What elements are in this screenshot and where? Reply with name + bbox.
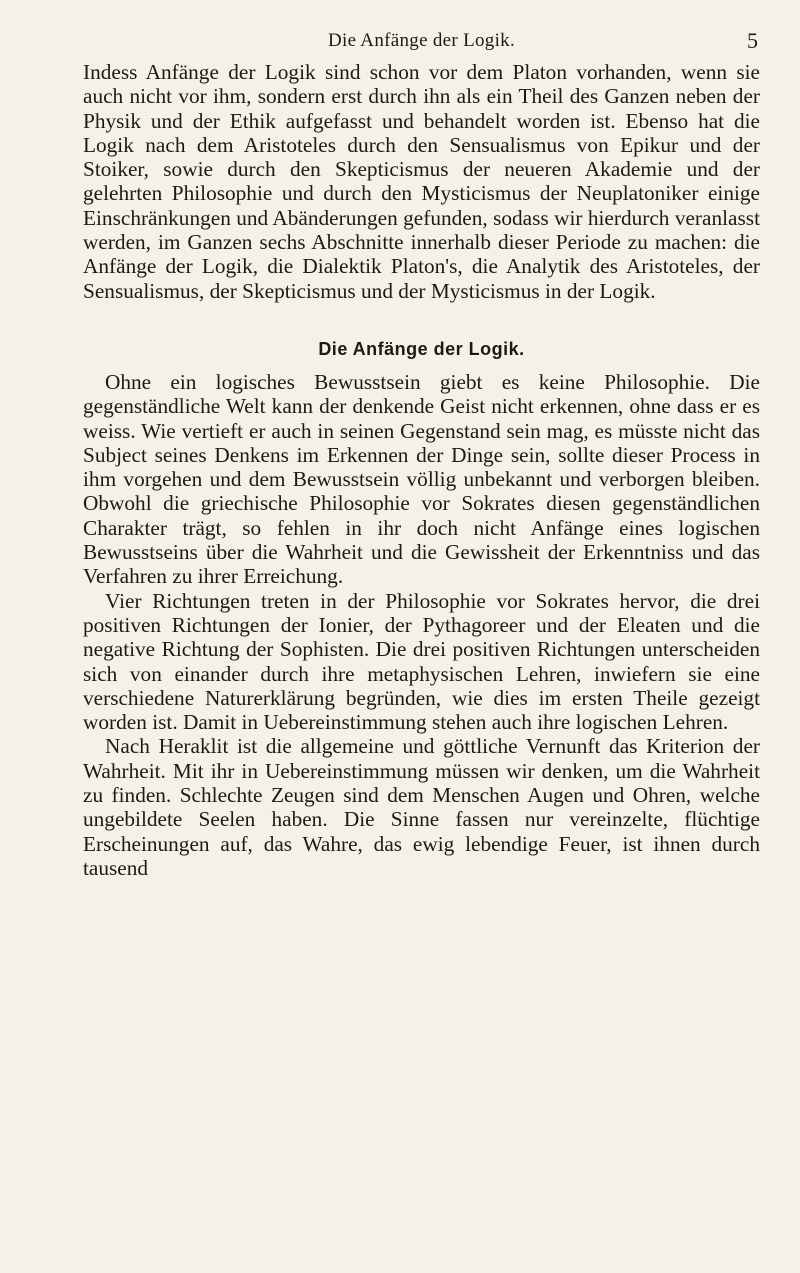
page-number: 5	[747, 28, 758, 53]
section-paragraph-1: Ohne ein logisches Bewusstsein giebt es keine Philosophie. Die gegenständliche Welt kann der denkende Geist nicht erkennen, ohne dass er es weiss. Wie vertieft er auch in seinen Gegenstand sein mag, es müsste nicht das Subject seines Denkens im Erkennen der Dinge sein, sollte dieser Process in ihm vorgehen und dem Bewusstsein völlig unbekannt und verborgen bleiben. Obwohl die griechische Philosophie vor Sokrates diesen gegenständlichen Charakter trägt, so fehlen in ihr doch nicht Anfänge eines logischen Bewusstseins über die Wahrheit und die Gewissheit der Erkenntniss und das Verfahren zu ihrer Erreichung.	[83, 369, 760, 589]
section-paragraph-2: Vier Richtungen treten in der Philosophie vor Sokrates hervor, die drei positiven Richtungen der Ionier, der Pythagoreer und der Eleaten und die negative Richtung der Sophisten. Die drei positiven Richtungen unterscheiden sich von einander durch ihre metaphysischen Lehren, inwiefern sie eine verschiedene Naturerklärung begründen, wie dies im ersten Theile gezeigt worden ist. Damit in Uebereinstimmung stehen auch ihre logischen Lehren.	[83, 588, 760, 735]
section-heading: Die Anfänge der Logik.	[318, 338, 525, 359]
section-paragraph-3: Nach Heraklit ist die allgemeine und göttliche Vernunft das Kriterion der Wahrheit. Mit ihr in Uebereinstimmung müssen wir denken, um die Wahrheit zu finden. Schlechte Zeugen sind dem Menschen Augen und Ohren, welche ungebildete Seelen haben. Die Sinne fassen nur vereinzelte, flüchtige Erscheinungen auf, das Wahre, das ewig lebendige Feuer, ist ihnen durch tausend	[83, 734, 760, 880]
running-title: Die Anfänge der Logik.	[327, 30, 516, 51]
body-text	[83, 60, 760, 880]
running-head	[83, 26, 760, 54]
intro-paragraph: Indess Anfänge der Logik sind schon vor dem Platon vorhanden, wenn sie auch nicht vor ihm, sondern erst durch ihn als ein Theil des Ganzen neben der Physik und der Ethik aufgefasst und behandelt worden ist. Ebenso hat die Logik nach dem Aristoteles durch den Sensualismus von Epikur und der Stoiker, sowie durch den Skepticismus der neueren Akademie und der gelehrten Philosophie und durch den Mysticismus der Neuplatoniker einige Einschränkungen und Abänderungen gefunden, sodass wir hierdurch veranlasst werden, im Ganzen sechs Abschnitte innerhalb dieser Periode zu machen: die Anfänge der Logik, die Dialektik Platon's, die Analytik des Aristoteles, der Sensualismus, der Skepticismus und der Mysticismus in der Logik.	[83, 60, 760, 303]
